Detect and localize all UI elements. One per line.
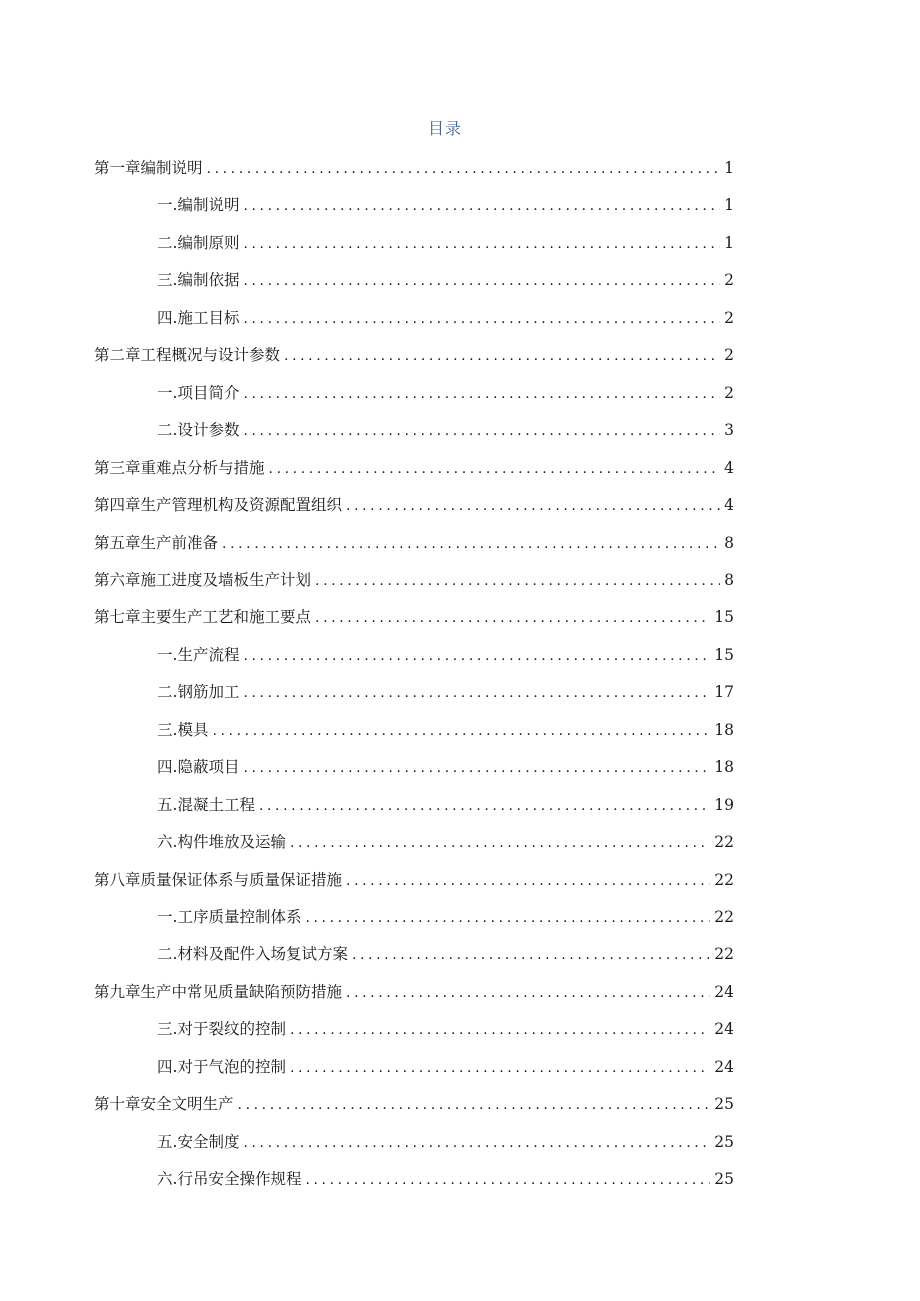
toc-dot-leader [243, 645, 710, 667]
toc-section-entry[interactable] [157, 1168, 734, 1190]
toc-entry-number: 四 [157, 758, 173, 777]
toc-section-entry[interactable] [157, 644, 734, 666]
toc-title: 目录 [427, 119, 462, 138]
toc-entry-number: 六 [157, 833, 173, 852]
toc-dot-leader [346, 982, 710, 1004]
toc-entry-label: 第九章生产中常见质量缺陷预防措施 [94, 982, 343, 1001]
toc-chapter-entry[interactable] [94, 981, 734, 1003]
toc-entry-number: 六 [157, 1170, 173, 1189]
toc-dot-leader [238, 1094, 711, 1116]
toc-entry-number: 二 [157, 683, 173, 702]
toc-entry-number: 二 [157, 945, 173, 964]
toc-entry-label: .混凝土工程 [172, 795, 255, 814]
toc-section-entry[interactable] [157, 382, 734, 404]
toc-section-entry[interactable] [157, 307, 734, 329]
toc-entry-number: 一 [157, 383, 173, 402]
toc-dot-leader [346, 495, 720, 517]
toc-page-number: 8 [724, 533, 734, 552]
toc-dot-leader [243, 383, 720, 405]
toc-page-number: 24 [714, 1020, 734, 1039]
toc-section-entry[interactable] [157, 719, 734, 741]
toc-chapter-entry[interactable] [94, 157, 734, 179]
toc-dot-leader [284, 345, 720, 367]
toc-section-entry[interactable] [157, 681, 734, 703]
toc-dot-leader [243, 308, 720, 330]
toc-page-number: 15 [714, 645, 734, 664]
toc-section-entry[interactable] [157, 943, 734, 965]
toc-entry-label: .构件堆放及运输 [172, 833, 286, 852]
toc-page-number: 18 [714, 758, 734, 777]
toc-dot-leader [243, 1132, 710, 1154]
toc-dot-leader [222, 533, 720, 555]
toc-entry-number: 四 [157, 308, 173, 327]
toc-entry-label: .施工目标 [172, 308, 240, 327]
toc-dot-leader [305, 907, 710, 929]
toc-page-number: 1 [724, 196, 734, 215]
toc-page-number: 2 [724, 271, 734, 290]
toc-entry-number: 一 [157, 908, 173, 926]
toc-dot-leader [259, 795, 710, 817]
toc-page-number: 25 [714, 1095, 734, 1114]
toc-chapter-entry[interactable] [94, 606, 734, 628]
toc-dot-leader [243, 233, 720, 255]
toc-page-number: 8 [724, 570, 734, 589]
toc-entry-label: 第四章生产管理机构及资源配置组织 [94, 496, 343, 515]
toc-section-entry[interactable] [157, 1018, 734, 1040]
toc-section-entry[interactable] [157, 906, 734, 928]
toc-entry-label: 第二章工程概况与设计参数 [94, 346, 281, 365]
toc-entry-label: .编制依据 [172, 271, 240, 290]
toc-section-entry[interactable] [157, 756, 734, 778]
toc-entry-label: .编制说明 [172, 196, 240, 215]
toc-entry-label: 第一章编制说明 [94, 159, 203, 177]
toc-page-number: 25 [714, 1170, 734, 1189]
toc-dot-leader [315, 570, 720, 592]
toc-chapter-entry[interactable] [94, 532, 734, 554]
toc-page-number: 22 [714, 833, 734, 852]
toc-page-number: 24 [714, 982, 734, 1001]
toc-dot-leader [243, 757, 710, 779]
toc-dot-leader [290, 832, 710, 854]
toc-page-number: 2 [724, 346, 734, 365]
toc-dot-leader [352, 944, 710, 966]
toc-dot-leader [243, 195, 720, 217]
toc-dot-leader [243, 270, 720, 292]
toc-entry-number: 二 [157, 421, 173, 440]
toc-page-number: 18 [714, 720, 734, 739]
toc-entry-label: .设计参数 [172, 421, 240, 440]
toc-page-number: 2 [724, 308, 734, 327]
toc-dot-leader [243, 682, 710, 704]
toc-page-number: 22 [714, 945, 734, 964]
toc-entry-label: .隐蔽项目 [172, 758, 240, 777]
toc-entry-number: 一 [157, 645, 173, 664]
toc-section-entry[interactable] [157, 419, 734, 441]
toc-chapter-entry[interactable] [94, 569, 734, 591]
toc-entry-label: 第三章重难点分析与措施 [94, 458, 265, 477]
toc-entry-label: 第七章主要生产工艺和施工要点 [94, 608, 312, 627]
toc-dot-leader [269, 458, 721, 480]
toc-entry-label: .编制原则 [172, 233, 240, 252]
toc-dot-leader [290, 1057, 710, 1079]
toc-entry-label: 第八章质量保证体系与质量保证措施 [94, 870, 343, 889]
toc-page-number: 25 [714, 1132, 734, 1151]
toc-page-number: 15 [714, 608, 734, 627]
toc-page-number: 1 [724, 159, 734, 177]
toc-page-number: 22 [714, 870, 734, 889]
toc-entry-label: .行吊安全操作规程 [172, 1170, 302, 1189]
toc-entry-label: .材料及配件入场复试方案 [172, 945, 348, 964]
toc-section-entry[interactable] [157, 1131, 734, 1153]
toc-entry-label: .模具 [172, 720, 209, 739]
toc-dot-leader [290, 1019, 710, 1041]
toc-section-entry[interactable] [157, 794, 734, 816]
toc-entry-label: .工序质量控制体系 [172, 908, 302, 926]
toc-entry-label: .生产流程 [172, 645, 240, 664]
toc-entry-label: .钢筋加工 [172, 683, 240, 702]
toc-entry-number: 三 [157, 1020, 173, 1039]
toc-page-number: 1 [724, 233, 734, 252]
toc-page-number: 3 [724, 421, 734, 440]
toc-page-number: 4 [724, 458, 734, 477]
toc-dot-leader [315, 607, 710, 629]
toc-dot-leader [207, 158, 721, 180]
toc-section-entry[interactable] [157, 1056, 734, 1078]
toc-section-entry[interactable] [157, 194, 734, 216]
toc-page-number: 4 [724, 496, 734, 515]
toc-entry-label: .项目简介 [172, 383, 240, 402]
toc-dot-leader [305, 1169, 710, 1191]
toc-entry-number: 五 [157, 1132, 173, 1151]
toc-chapter-entry[interactable] [94, 869, 734, 891]
toc-page-number: 24 [714, 1057, 734, 1076]
toc-entry-label: 第六章施工进度及墙板生产计划 [94, 570, 312, 589]
toc-page-number: 19 [714, 795, 734, 814]
toc-entry-label: .安全制度 [172, 1132, 240, 1151]
toc-chapter-entry[interactable] [94, 1093, 734, 1115]
toc-entry-label: .对于气泡的控制 [172, 1057, 286, 1076]
toc-chapter-entry[interactable] [94, 344, 734, 366]
toc-entry-label: 第十章安全文明生产 [94, 1095, 234, 1114]
toc-section-entry[interactable] [157, 232, 734, 254]
toc-page-number: 22 [714, 908, 734, 926]
toc-section-entry[interactable] [157, 831, 734, 853]
toc-entry-number: 一 [157, 196, 173, 215]
toc-page-number: 17 [714, 683, 734, 702]
toc-dot-leader [346, 870, 710, 892]
toc-entry-number: 四 [157, 1057, 173, 1076]
toc-entry-label: .对于裂纹的控制 [172, 1020, 286, 1039]
toc-chapter-entry[interactable] [94, 494, 734, 516]
toc-entry-number: 五 [157, 795, 173, 814]
toc-entry-label: 第五章生产前准备 [94, 533, 219, 552]
toc-chapter-entry[interactable] [94, 457, 734, 479]
toc-dot-leader [243, 420, 720, 442]
toc-section-entry[interactable] [157, 269, 734, 291]
toc-entry-number: 三 [157, 271, 173, 290]
toc-entry-number: 二 [157, 233, 173, 252]
toc-entry-number: 三 [157, 720, 173, 739]
toc-page-number: 2 [724, 383, 734, 402]
toc-dot-leader [212, 720, 710, 742]
